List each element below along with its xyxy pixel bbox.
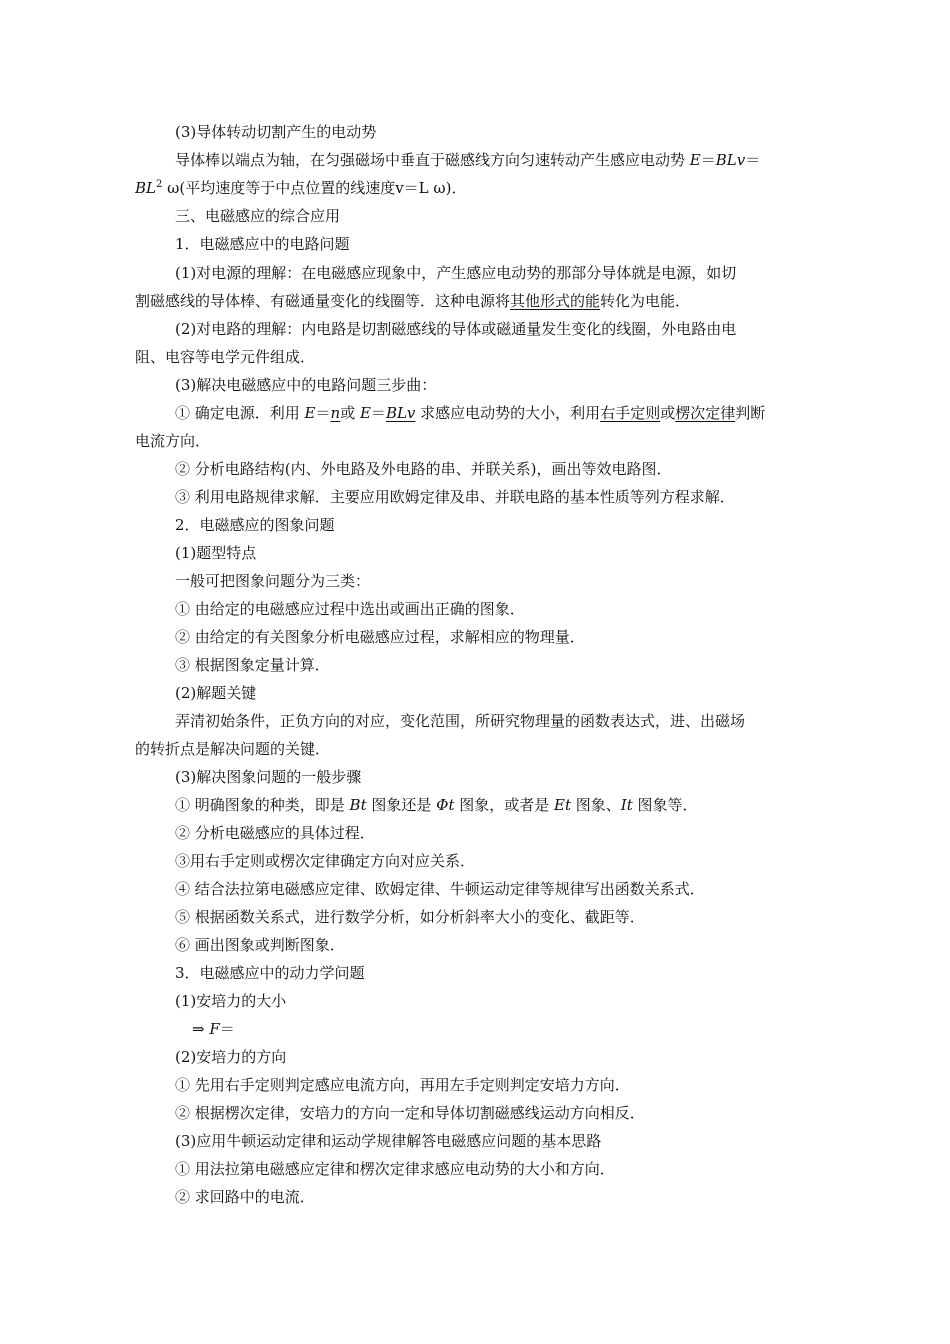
text-run: 或 xyxy=(660,404,676,422)
text-line: (3)解决电磁感应中的电路问题三步曲： xyxy=(175,376,437,394)
text-line xyxy=(175,403,765,423)
text-line: ② 分析电路结构(内、外电路及外电路的串、并联关系)，画出等效电路图． xyxy=(175,460,672,478)
formula-var: BL xyxy=(135,179,156,197)
subsection-heading: 2．电磁感应的图象问题 xyxy=(175,516,335,534)
underlined-term: 其他形式的能 xyxy=(510,292,601,310)
text-line: (1)安培力的大小 xyxy=(175,992,287,1010)
text-run: 或 xyxy=(340,404,360,422)
text-line: ③ 利用电路规律求解．主要应用欧姆定律及串、并联电路的基本性质等列方程求解． xyxy=(175,488,735,506)
text-run: 图象，或者是 xyxy=(454,796,555,814)
text-line: ① 用法拉第电磁感应定律和楞次定律求感应电动势的大小和方向． xyxy=(175,1160,615,1178)
text-line xyxy=(135,178,467,198)
formula-var: E xyxy=(359,404,371,422)
text-line: ① 由给定的电磁感应过程中选出或画出正确的图象． xyxy=(175,600,525,618)
text-run: 导体棒以端点为轴，在匀强磁场中垂直于磁感线方向匀速转动产生感应电动势 xyxy=(175,151,690,169)
text-line xyxy=(175,150,760,170)
text-line: ④ 结合法拉第电磁感应定律、欧姆定律、牛顿运动定律等规律写出函数关系式． xyxy=(175,880,705,898)
text-line: ② 分析电磁感应的具体过程． xyxy=(175,824,375,842)
formula-var: E xyxy=(304,404,316,422)
text-line: ② 求回路中的电流． xyxy=(175,1188,315,1206)
underlined-term: n xyxy=(330,404,341,422)
section-heading: 三、电磁感应的综合应用 xyxy=(175,207,341,225)
subsection-heading: 3．电磁感应中的动力学问题 xyxy=(175,964,365,982)
text-run: ＝ xyxy=(745,151,761,169)
text-run: 转化为电能． xyxy=(600,292,691,310)
text-run: 图象、 xyxy=(571,796,621,814)
text-run: 图象还是 xyxy=(366,796,437,814)
text-line: (3)应用牛顿运动定律和运动学规律解答电磁感应问题的基本思路 xyxy=(175,1132,602,1150)
formula-var: F xyxy=(209,1020,220,1038)
text-line: (2)安培力的方向 xyxy=(175,1048,287,1066)
text-line: ② 根据楞次定律，安培力的方向一定和导体切割磁感线运动方向相反． xyxy=(175,1104,645,1122)
text-line: 阻、电容等电学元件组成． xyxy=(135,348,316,366)
subsection-heading: 1．电磁感应中的电路问题 xyxy=(175,235,350,253)
text-line: ⑤ 根据函数关系式，进行数学分析，如分析斜率大小的变化、截距等． xyxy=(175,908,645,926)
text-line: 的转折点是解决问题的关键． xyxy=(135,740,331,758)
formula-var: Φt xyxy=(436,796,455,814)
formula-var: E xyxy=(689,151,701,169)
text-line: (1)题型特点 xyxy=(175,544,257,562)
formula-var: Et xyxy=(554,796,572,814)
text-line xyxy=(135,291,690,311)
text-run: ＝ xyxy=(315,404,331,422)
underlined-term: 右手定则 xyxy=(600,404,661,422)
text-line: ① 先用右手定则判定感应电流方向，再用左手定则判定安培力方向． xyxy=(175,1076,630,1094)
text-line: 一般可把图象问题分为三类： xyxy=(175,572,371,590)
text-line: ③ 根据图象定量计算． xyxy=(175,656,330,674)
text-line: (1)对电源的理解：在电磁感应现象中，产生感应电动势的那部分导体就是电源，如切 xyxy=(175,264,737,282)
text-line: ② 由给定的有关图象分析电磁感应过程，求解相应的物理量． xyxy=(175,628,585,646)
text-line: ③用右手定则或楞次定律确定方向对应关系． xyxy=(175,852,476,870)
text-line xyxy=(175,795,698,815)
formula-var: BLv xyxy=(715,151,746,169)
text-run: 判断 xyxy=(735,404,766,422)
superscript: 2 xyxy=(155,179,163,190)
text-run: 割磁感线的导体棒、有磁通量变化的线圈等．这种电源将 xyxy=(135,292,511,310)
underlined-term: 楞次定律 xyxy=(675,404,736,422)
text-run: ω(平均速度等于中点位置的线速度v＝L ω)． xyxy=(162,179,467,197)
text-run: ① 确定电源．利用 xyxy=(175,404,305,422)
text-run: ＝ xyxy=(219,1020,235,1038)
text-line: (2)解题关键 xyxy=(175,684,257,702)
text-line: (3)导体转动切割产生的电动势 xyxy=(175,123,377,141)
text-run: ＝ xyxy=(370,404,386,422)
text-run: ① 明确图象的种类，即是 xyxy=(175,796,350,814)
text-run: ⇒ xyxy=(192,1020,210,1038)
text-line: 弄清初始条件，正负方向的对应，变化范围，所研究物理量的函数表达式，进、出磁场 xyxy=(175,712,746,730)
text-line xyxy=(192,1019,235,1039)
formula-var: It xyxy=(620,796,633,814)
formula-sym: ＝ xyxy=(700,151,716,169)
text-run: 求感应电动势的大小，利用 xyxy=(415,404,601,422)
underlined-term: BLv xyxy=(385,404,416,422)
text-line: (3)解决图象问题的一般步骤 xyxy=(175,768,362,786)
text-run: 图象等． xyxy=(632,796,698,814)
text-line: 电流方向． xyxy=(135,432,211,450)
text-line: ⑥ 画出图象或判断图象． xyxy=(175,936,345,954)
formula-var: Bt xyxy=(349,796,367,814)
text-line: (2)对电路的理解：内电路是切割磁感线的导体或磁通量发生变化的线圈，外电路由电 xyxy=(175,320,737,338)
